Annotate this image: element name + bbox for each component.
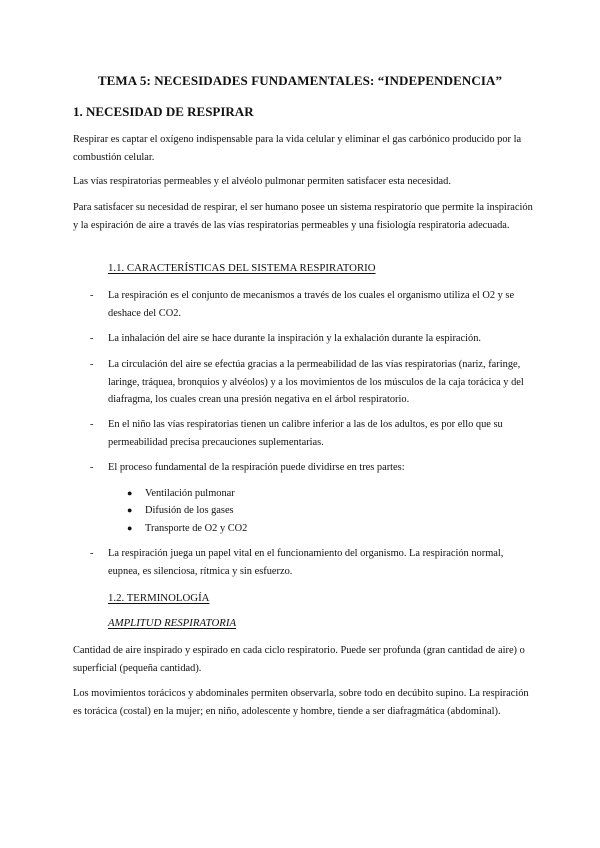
document-title: TEMA 5: NECESIDADES FUNDAMENTALES: “INDEPENDENCIA”: [97, 73, 503, 88]
dash-marker: -: [90, 333, 94, 344]
paragraph-vias: Las vías respiratorias permeables y el alvéolo pulmonar permiten satisfacer esta necesidad.: [73, 176, 451, 187]
bullet-dot-icon: ●: [127, 523, 133, 533]
paragraph-movimientos: Los movimientos torácicos y abdominales permiten observarla, sobre todo en decúbito supino. La respiración es torácica (costal) en la mujer; en niño, adolescente y hombre, tiende a ser diafragmática (abdominal).: [73, 688, 529, 717]
paragraph-amplitud: Cantidad de aire inspirado y espirado en cada ciclo respiratorio. Puede ser profunda (gran cantidad de aire) o superficial (pequeña cantidad).: [73, 645, 525, 674]
sub-list-item-text: Transporte de O2 y CO2: [145, 523, 248, 534]
term-heading-amplitud: AMPLITUD RESPIRATORIA: [108, 617, 237, 629]
sub-list-item-text: Difusión de los gases: [145, 505, 234, 516]
dash-marker: -: [90, 548, 94, 559]
bullet-dot-icon: ●: [127, 505, 133, 515]
section-heading-respirar: 1. NECESIDAD DE RESPIRAR: [73, 104, 254, 119]
bullet-dot-icon: ●: [127, 488, 133, 498]
list-item-text: La inhalación del aire se hace durante la inspiración y la exhalación durante la espiración.: [108, 333, 482, 344]
sub-list-item-text: Ventilación pulmonar: [145, 488, 235, 499]
dash-marker: -: [90, 290, 94, 301]
paragraph-sistema: Para satisfacer su necesidad de respirar, el ser humano posee un sistema respiratorio que permite la inspiración y la espiración de aire a través de las vías respiratorias permeables y una fisiología respiratoria adecuada.: [73, 202, 533, 231]
list-item-text: El proceso fundamental de la respiración puede dividirse en tres partes:: [108, 462, 405, 473]
list-item-text: La respiración juega un papel vital en el funcionamiento del organismo. La respiración normal, eupnea, es silenciosa, rítmica y sin esfuerzo.: [108, 548, 504, 577]
subsection-heading-terminologia: 1.2. TERMINOLOGÍA: [108, 592, 210, 604]
list-item-text: En el niño las vías respiratorias tienen un calibre inferior a las de los adultos, es por ello que su permeabilidad precisa precauciones suplementarias.: [108, 419, 503, 448]
subsection-heading-caracteristicas: 1.1. CARACTERÍSTICAS DEL SISTEMA RESPIRATORIO: [108, 262, 376, 274]
dash-marker: -: [90, 419, 94, 430]
paragraph-definicion: Respirar es captar el oxígeno indispensable para la vida celular y eliminar el gas carbónico producido por la combustión celular.: [73, 134, 522, 163]
dash-marker: -: [90, 359, 94, 370]
dash-marker: -: [90, 462, 94, 473]
list-item-text: La circulación del aire se efectúa gracias a la permeabilidad de las vías respiratorias (nariz, faringe, laringe, tráquea, bronquios y alvéolos) y a los movimientos de los músculos de la caja torácica y del diafragma, los cuales crean una presión negativa en el árbol respiratorio.: [108, 359, 524, 405]
list-item-text: La respiración es el conjunto de mecanismos a través de los cuales el organismo utiliza el O2 y se deshace del CO2.: [108, 290, 515, 319]
